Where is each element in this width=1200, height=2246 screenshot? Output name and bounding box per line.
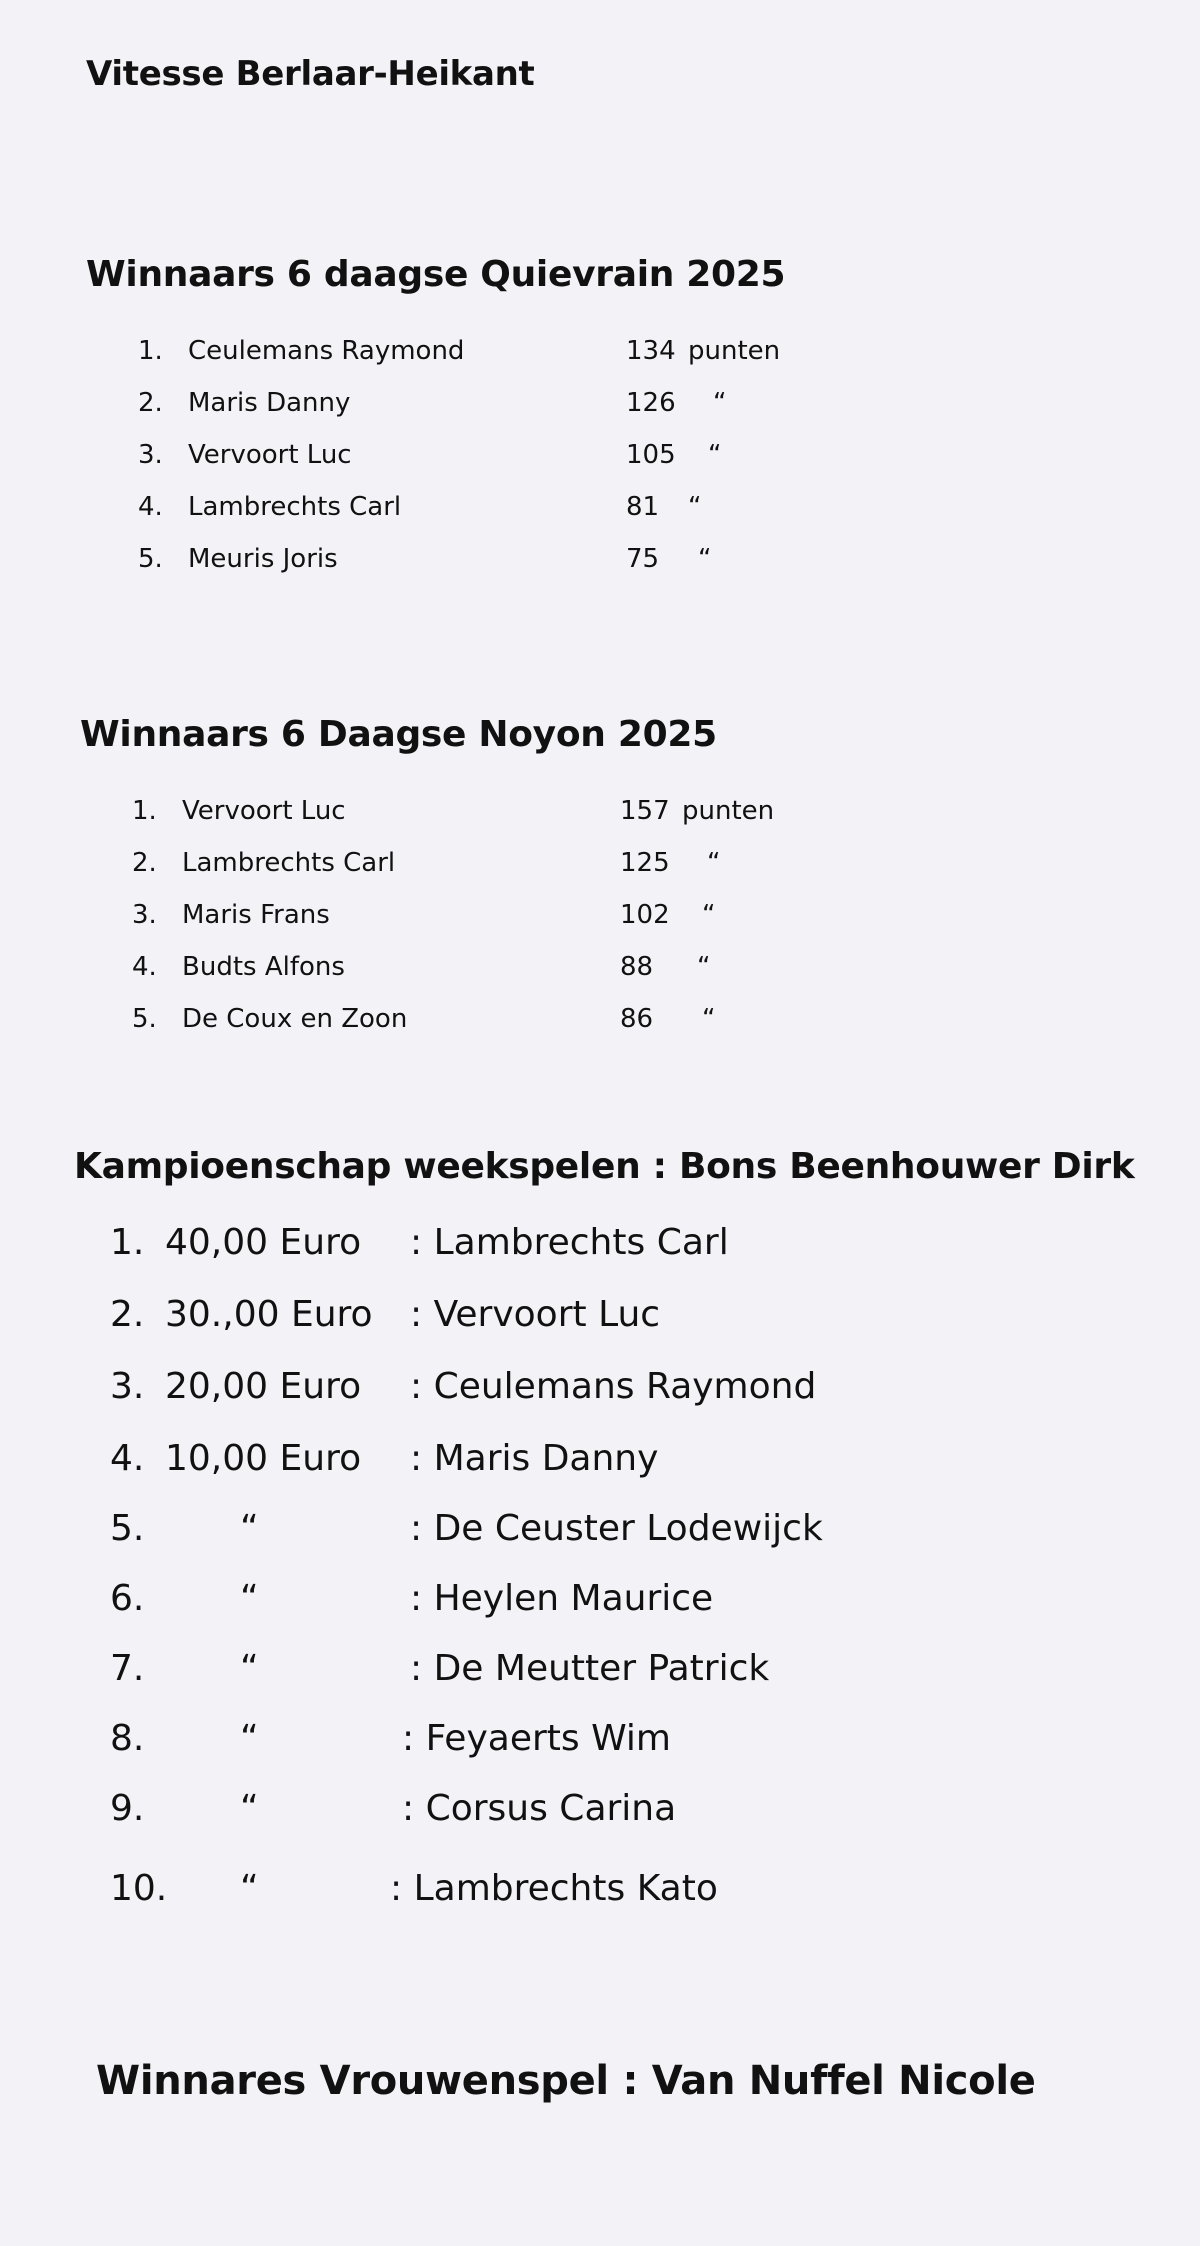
participant-name: Budts Alfons	[182, 952, 345, 982]
prize-amount: “	[240, 1788, 259, 1829]
rank-number: 1.	[110, 1222, 145, 1263]
points-unit: punten	[682, 796, 775, 826]
points-unit: “	[702, 1004, 716, 1034]
page-title: Vitesse Berlaar-Heikant	[86, 54, 535, 94]
points-value: 86	[620, 1004, 654, 1034]
prize-amount: 40,00 Euro	[165, 1222, 362, 1263]
rank-number: 8.	[110, 1718, 145, 1759]
participant-name: Maris Frans	[182, 900, 330, 930]
section-title-noyon: Winnaars 6 Daagse Noyon 2025	[80, 714, 717, 755]
rank-number: 4.	[132, 952, 157, 982]
prize-amount: “	[240, 1578, 259, 1619]
points-value: 102	[620, 900, 670, 930]
rank-number: 3.	[138, 440, 163, 470]
points-unit: “	[708, 440, 722, 470]
rank-number: 7.	[110, 1648, 145, 1689]
rank-number: 1.	[132, 796, 157, 826]
points-value: 157	[620, 796, 670, 826]
points-value: 125	[620, 848, 670, 878]
participant-name: Lambrechts Carl	[182, 848, 396, 878]
participant-name: Vervoort Luc	[188, 440, 352, 470]
participant-name: Meuris Joris	[188, 544, 338, 574]
points-unit: “	[702, 900, 716, 930]
participant-name: : Maris Danny	[410, 1438, 659, 1479]
participant-name: : Vervoort Luc	[410, 1294, 661, 1335]
points-unit: punten	[688, 336, 781, 366]
section-title-quievrain: Winnaars 6 daagse Quievrain 2025	[86, 254, 786, 295]
participant-name: : Ceulemans Raymond	[410, 1366, 817, 1407]
prize-amount: “	[240, 1868, 259, 1909]
rank-number: 4.	[110, 1438, 145, 1479]
points-unit: “	[697, 952, 711, 982]
participant-name: Lambrechts Carl	[188, 492, 402, 522]
participant-name: : Heylen Maurice	[410, 1578, 714, 1619]
participant-name: : De Meutter Patrick	[410, 1648, 770, 1689]
points-unit: “	[688, 492, 702, 522]
rank-number: 2.	[138, 388, 163, 418]
rank-number: 9.	[110, 1788, 145, 1829]
participant-name: Ceulemans Raymond	[188, 336, 465, 366]
participant-name: De Coux en Zoon	[182, 1004, 408, 1034]
rank-number: 6.	[110, 1578, 145, 1619]
rank-number: 10.	[110, 1868, 168, 1909]
prize-amount: “	[240, 1718, 259, 1759]
points-value: 88	[620, 952, 654, 982]
rank-number: 1.	[138, 336, 163, 366]
rank-number: 2.	[110, 1294, 145, 1335]
section-title-vrouwenspel: Winnares Vrouwenspel : Van Nuffel Nicole	[96, 2058, 1036, 2104]
participant-name: : Corsus Carina	[402, 1788, 677, 1829]
participant-name: : Lambrechts Carl	[410, 1222, 729, 1263]
points-value: 75	[626, 544, 660, 574]
points-unit: “	[698, 544, 712, 574]
prize-amount: 10,00 Euro	[165, 1438, 362, 1479]
participant-name: : De Ceuster Lodewijck	[410, 1508, 823, 1549]
prize-amount: “	[240, 1508, 259, 1549]
prize-amount: 30.,00 Euro	[165, 1294, 373, 1335]
rank-number: 3.	[132, 900, 157, 930]
points-value: 134	[626, 336, 676, 366]
participant-name: : Lambrechts Kato	[390, 1868, 718, 1909]
section-title-weekspelen: Kampioenschap weekspelen : Bons Beenhouwer Dirk	[74, 1146, 1135, 1187]
participant-name: : Feyaerts Wim	[402, 1718, 671, 1759]
prize-amount: “	[240, 1648, 259, 1689]
points-value: 81	[626, 492, 660, 522]
points-unit: “	[707, 848, 721, 878]
rank-number: 2.	[132, 848, 157, 878]
rank-number: 5.	[132, 1004, 157, 1034]
points-value: 105	[626, 440, 676, 470]
rank-number: 5.	[110, 1508, 145, 1549]
prize-amount: 20,00 Euro	[165, 1366, 362, 1407]
points-unit: “	[713, 388, 727, 418]
participant-name: Vervoort Luc	[182, 796, 346, 826]
rank-number: 4.	[138, 492, 163, 522]
participant-name: Maris Danny	[188, 388, 351, 418]
rank-number: 5.	[138, 544, 163, 574]
rank-number: 3.	[110, 1366, 145, 1407]
points-value: 126	[626, 388, 676, 418]
